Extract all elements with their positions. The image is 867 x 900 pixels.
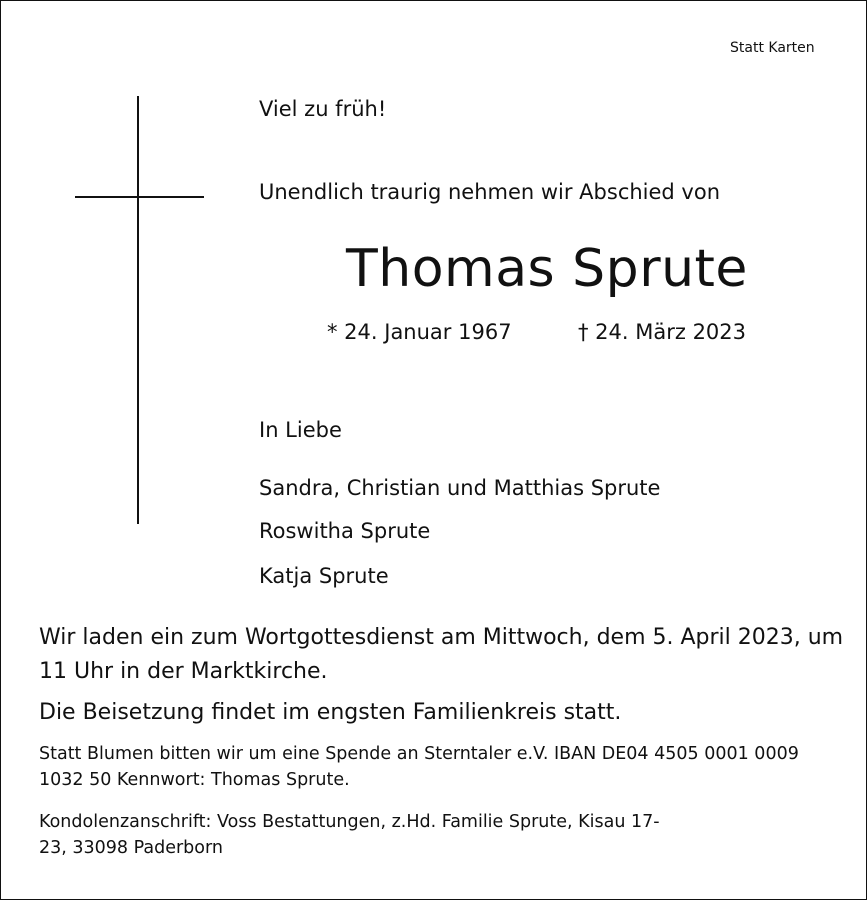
burial-note: Die Beisetzung findet im engsten Familienkreis statt.: [39, 700, 622, 725]
in-liebe-label: In Liebe: [259, 418, 342, 442]
family-member: Sandra, Christian und Matthias Sprute: [259, 476, 661, 500]
cross-horizontal-bar: [75, 196, 204, 198]
farewell-line: Unendlich traurig nehmen wir Abschied von: [259, 180, 721, 204]
family-member: Roswitha Sprute: [259, 519, 431, 543]
cross-vertical-bar: [137, 96, 139, 524]
death-date: † 24. März 2023: [578, 320, 747, 344]
condolence-address: Kondolenzanschrift: Voss Bestattungen, z.Hd. Familie Sprute, Kisau 17-23, 33098 Paderborn: [39, 812, 660, 858]
deceased-name: Thomas Sprute: [346, 239, 748, 299]
statt-karten-note: Statt Karten: [730, 40, 815, 56]
family-member: Katja Sprute: [259, 564, 389, 588]
intro-line: Viel zu früh!: [259, 97, 387, 121]
service-invitation: Wir laden ein zum Wortgottesdienst am Mittwoch, dem 5. April 2023, um 11 Uhr in der Marktkirche.: [39, 625, 844, 684]
birth-date: * 24. Januar 1967: [327, 320, 512, 344]
donation-request: Statt Blumen bitten wir um eine Spende an Sterntaler e.V. IBAN DE04 4505 0001 0009 1032 50 Kennwort: Thomas Sprute.: [39, 744, 799, 790]
